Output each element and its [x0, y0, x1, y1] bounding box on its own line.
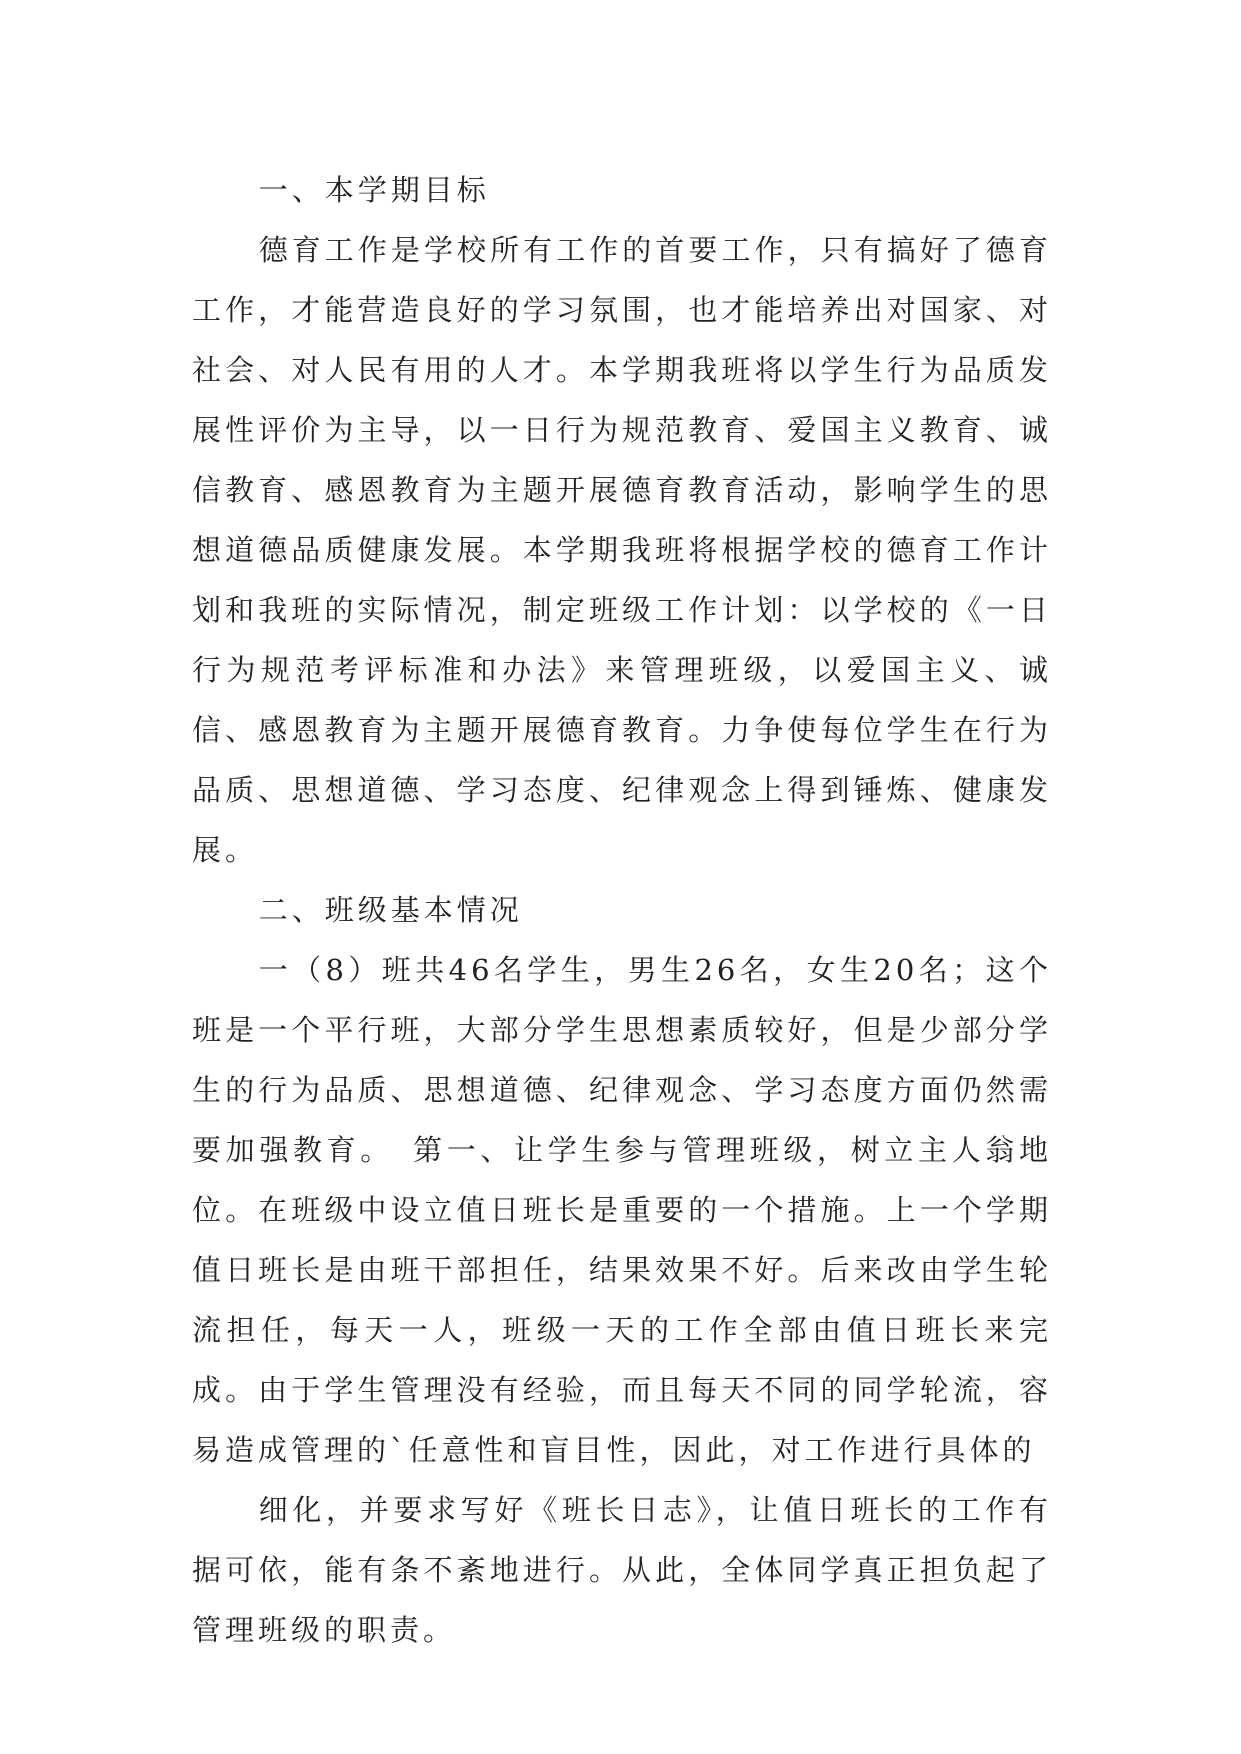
section-heading-class-info: 二、班级基本情况: [258, 893, 523, 927]
document-body: [192, 160, 1052, 1660]
paragraph-class-info: 一（8）班共46名学生，男生26名，女生20名；这个班是一个平行班，大部分学生思想素质较好，但是少部分学生的行为品质、思想道德、纪律观念、学习态度方面仍然需要加强教育。 第一、让学生参与管理班级，树立主人翁地位。在班级中设立值日班长是重要的一个措施。上一个学期值日班长是由班干部担任，结果效果不好。后来改由学生轮流担任，每天一人，班级一天的工作全部由值日班长来完成。由于学生管理没有经验，而且每天不同的同学轮流，容易造成管理的`任意性和盲目性，因此，对工作进行具体的: [192, 953, 1052, 1467]
section-heading-goals: 一、本学期目标: [258, 173, 490, 207]
paragraph-goals: 德育工作是学校所有工作的首要工作，只有搞好了德育工作，才能营造良好的学习氛围，也才能培养出对国家、对社会、对人民有用的人才。本学期我班将以学生行为品质发展性评价为主导，以一日行为规范教育、爱国主义教育、诚信教育、感恩教育为主题开展德育教育活动，影响学生的思想道德品质健康发展。本学期我班将根据学校的德育工作计划和我班的实际情况，制定班级工作计划：以学校的《一日行为规范考评标准和办法》来管理班级，以爱国主义、诚信、感恩教育为主题开展德育教育。力争使每位学生在行为品质、思想道德、学习态度、纪律观念上得到锤炼、健康发展。: [192, 233, 1052, 867]
paragraph-class-info-continued: 细化，并要求写好《班长日志》，让值日班长的工作有据可依，能有条不紊地进行。从此，全体同学真正担负起了管理班级的职责。: [192, 1493, 1052, 1647]
